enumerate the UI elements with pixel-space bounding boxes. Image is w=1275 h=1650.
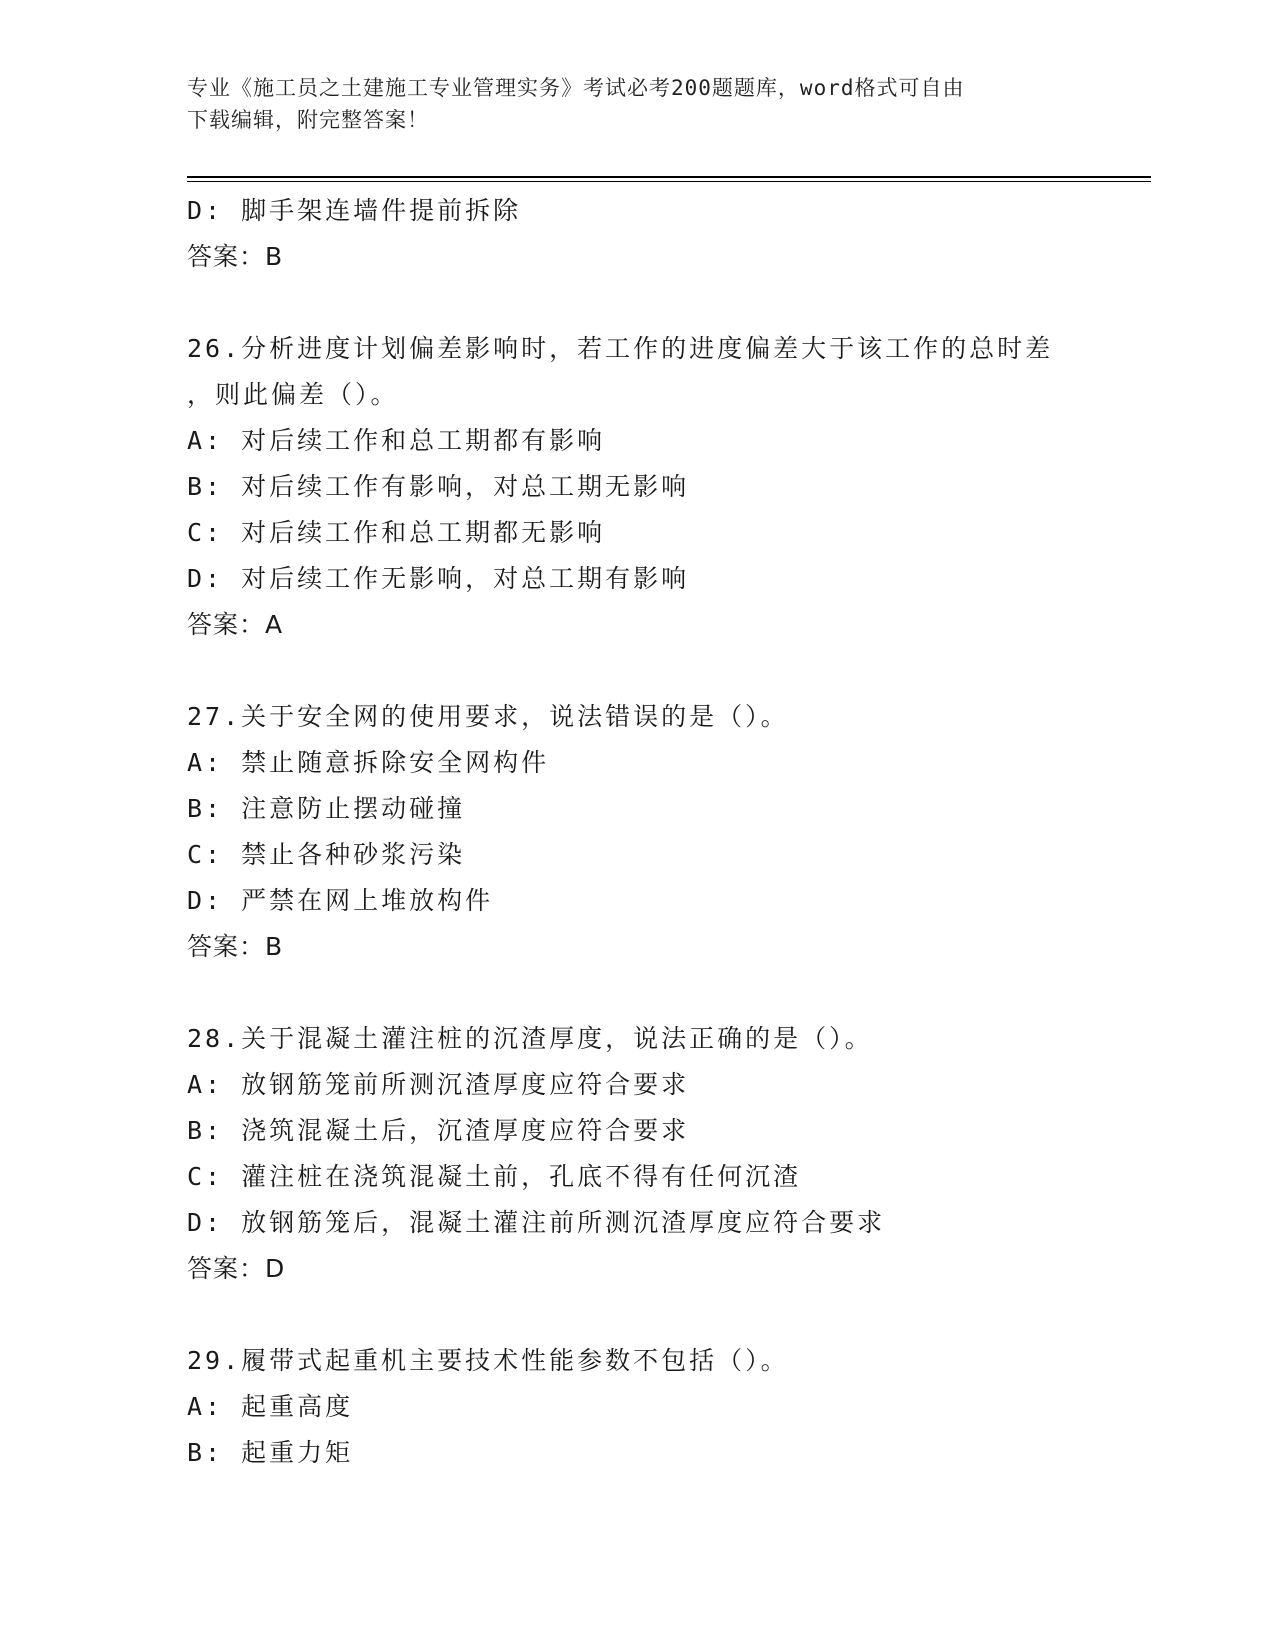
question-28 <box>187 1016 1147 1292</box>
option-a: A: 禁止随意拆除安全网构件 <box>187 748 550 777</box>
option-d: D: 严禁在网上堆放构件 <box>187 886 494 915</box>
question-stem: 28.关于混凝土灌注桩的沉渣厚度，说法正确的是（）。 <box>187 1024 873 1053</box>
question-stem-continued: ，则此偏差（）。 <box>187 380 399 409</box>
answer-line: 答案：B <box>187 242 284 271</box>
option-d: D: 脚手架连墙件提前拆除 <box>187 196 522 225</box>
answer-line: 答案：D <box>187 1254 286 1283</box>
option-d: D: 对后续工作无影响，对总工期有影响 <box>187 564 690 593</box>
question-29 <box>187 1338 1147 1476</box>
option-a: A: 对后续工作和总工期都有影响 <box>187 426 606 455</box>
header-line-2: 下载编辑，附完整答案！ <box>187 108 429 132</box>
option-d: D: 放钢筋笼后，混凝土灌注前所测沉渣厚度应符合要求 <box>187 1208 886 1237</box>
answer-line: 答案：A <box>187 610 284 639</box>
option-b: B: 浇筑混凝土后，沉渣厚度应符合要求 <box>187 1116 690 1145</box>
question-26 <box>187 326 1147 648</box>
question-stem: 29.履带式起重机主要技术性能参数不包括（）。 <box>187 1346 789 1375</box>
option-c: C: 禁止各种砂浆污染 <box>187 840 466 869</box>
question-stem: 27.关于安全网的使用要求，说法错误的是（）。 <box>187 702 789 731</box>
option-a: A: 起重高度 <box>187 1392 354 1421</box>
option-b: B: 对后续工作有影响，对总工期无影响 <box>187 472 690 501</box>
option-b: B: 起重力矩 <box>187 1438 354 1467</box>
answer-line: 答案：B <box>187 932 284 961</box>
header-divider-thin <box>187 181 1151 182</box>
document-header <box>187 72 1087 136</box>
question-content <box>187 188 1147 1476</box>
option-c: C: 灌注桩在浇筑混凝土前，孔底不得有任何沉渣 <box>187 1162 802 1191</box>
question-27 <box>187 694 1147 970</box>
option-c: C: 对后续工作和总工期都无影响 <box>187 518 606 547</box>
header-divider-thick <box>187 176 1151 178</box>
option-a: A: 放钢筋笼前所测沉渣厚度应符合要求 <box>187 1070 690 1099</box>
header-line-1: 专业《施工员之土建施工专业管理实务》考试必考200题题库，word格式可自由 <box>187 76 965 100</box>
question-stem: 26.分析进度计划偏差影响时，若工作的进度偏差大于该工作的总时差 <box>187 334 1054 363</box>
option-b: B: 注意防止摆动碰撞 <box>187 794 466 823</box>
